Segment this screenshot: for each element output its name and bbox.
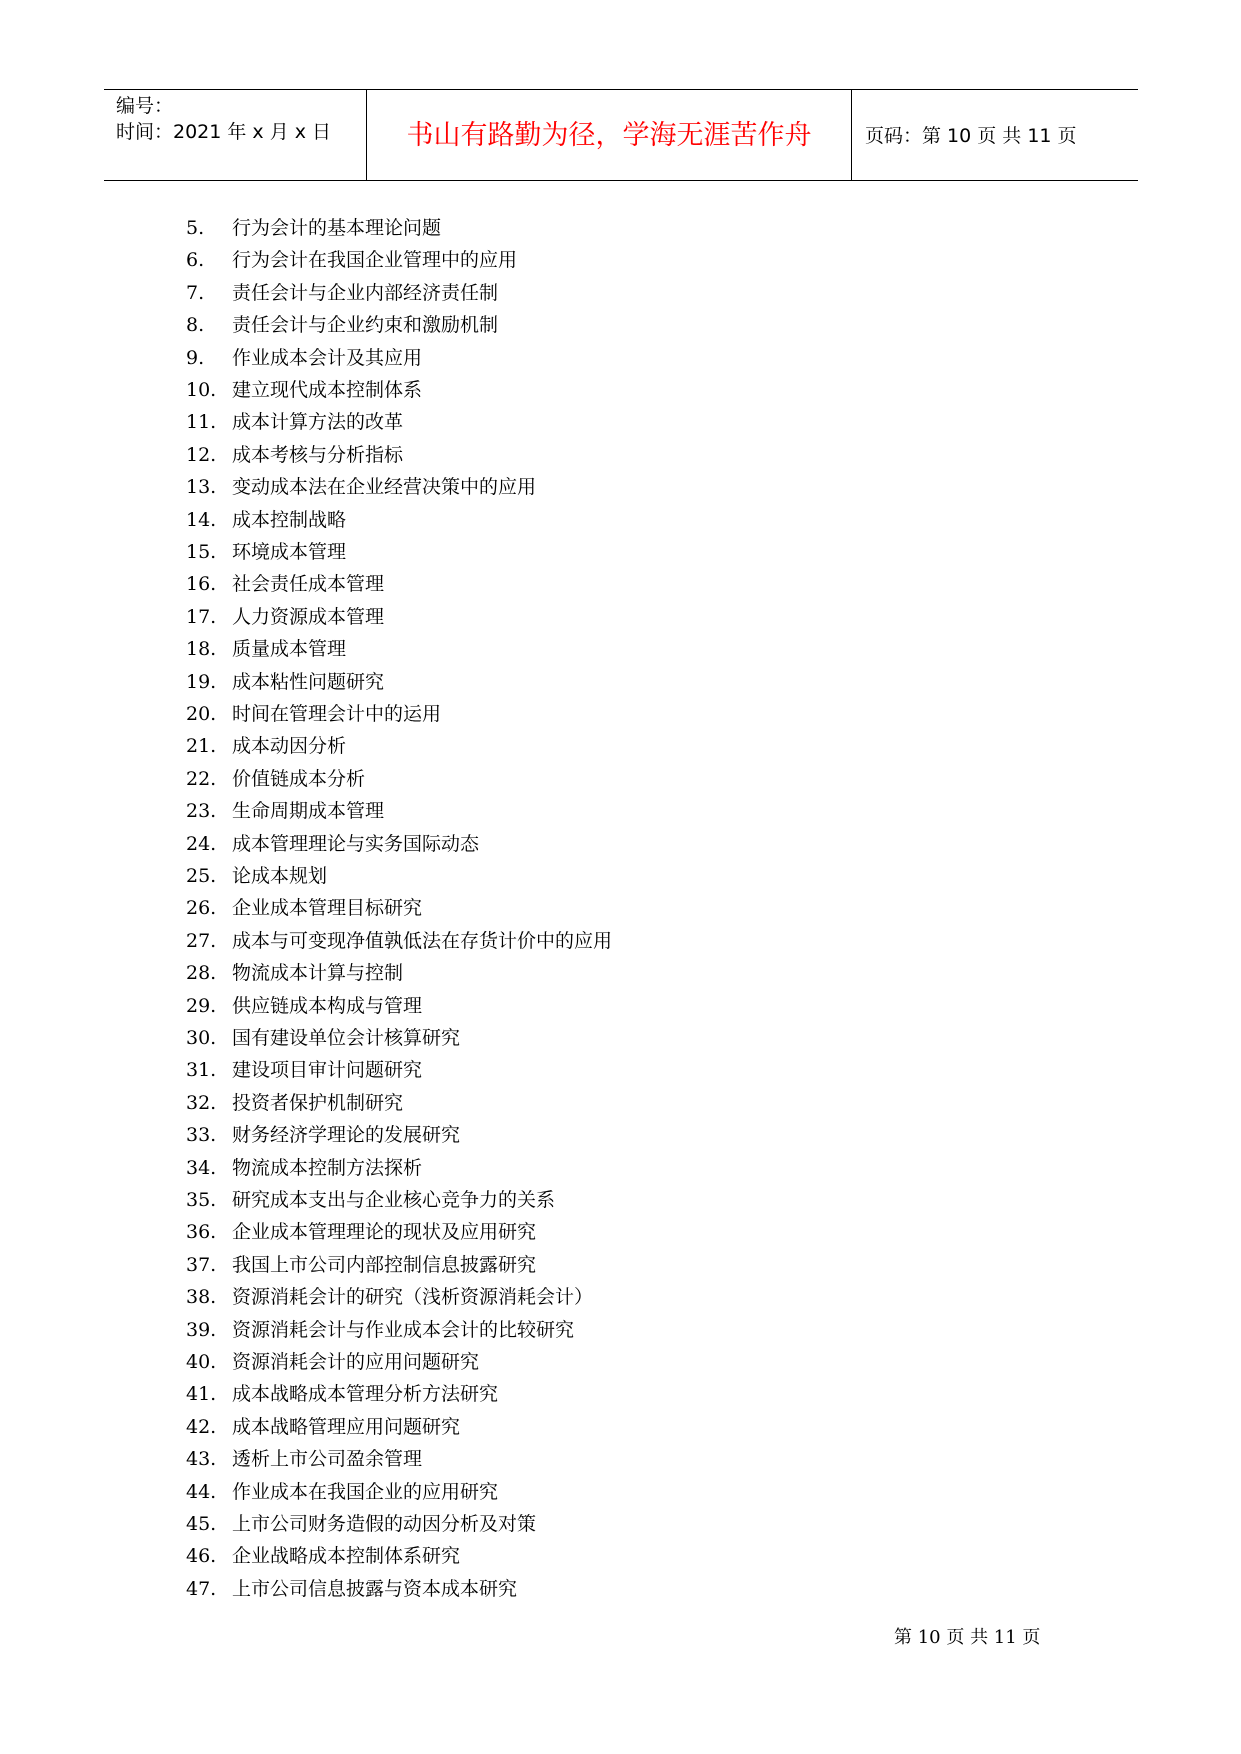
list-item-number: 8. [186,314,205,337]
list-item-text: 成本管理理论与实务国际动态 [232,832,480,855]
list-item-text: 国有建设单位会计核算研究 [232,1027,461,1049]
date-label: 时间：2021 年 x 月 x 日 [116,121,332,143]
list-item-text: 价值链成本分析 [232,767,366,790]
list-item-text: 变动成本法在企业经营决策中的应用 [232,476,537,499]
list-item-number: 35. [186,1189,217,1211]
list-item-number: 21. [186,735,217,758]
list-item-number: 44. [186,1480,217,1503]
list-item-number: 12. [186,443,217,466]
list-item-number: 29. [186,994,217,1017]
list-item-text: 物流成本计算与控制 [232,962,404,985]
list-item-number: 11. [186,411,217,434]
list-item-number: 7. [186,281,205,304]
list-item-number: 24. [186,832,217,855]
list-item-number: 18. [186,638,217,661]
list-item-text: 责任会计与企业约束和激励机制 [232,314,499,337]
list-item-number: 45. [186,1513,217,1535]
list-item-number: 42. [186,1415,217,1438]
list-item-text: 质量成本管理 [232,638,347,661]
list-item-text: 物流成本控制方法探析 [232,1156,423,1179]
list-item-text: 成本动因分析 [232,735,347,758]
list-item-number: 6. [186,249,205,272]
list-item-number: 43. [186,1448,217,1471]
list-item-text: 资源消耗会计的研究（浅析资源消耗会计） [232,1286,594,1309]
list-item-number: 47. [186,1577,217,1600]
list-item-text: 行为会计在我国企业管理中的应用 [232,249,518,272]
list-item-text: 透析上市公司盈余管理 [232,1448,423,1471]
list-item-text: 企业成本管理理论的现状及应用研究 [232,1221,537,1244]
list-item-text: 成本战略管理应用问题研究 [232,1415,461,1438]
list-item-text: 作业成本在我国企业的应用研究 [232,1480,499,1503]
list-item-number: 32. [186,1091,217,1114]
list-item-number: 27. [186,929,217,952]
footer-page-number: 第 10 页 共 11 页 [894,1627,1041,1648]
list-item-number: 9. [186,346,205,369]
list-item-text: 成本控制战略 [232,508,347,531]
header-left-cell [104,90,367,180]
list-item-number: 5. [186,217,205,239]
list-item-text: 投资者保护机制研究 [232,1091,404,1114]
serial-number-label: 编号： [116,95,174,117]
list-item-text: 资源消耗会计的应用问题研究 [232,1351,480,1373]
list-item-number: 31. [186,1059,217,1082]
list-item-number: 41. [186,1383,217,1406]
list-item-number: 46. [186,1545,217,1568]
list-item-text: 上市公司财务造假的动因分析及对策 [232,1513,537,1535]
list-item-number: 20. [186,703,217,725]
list-item-text: 环境成本管理 [232,541,347,563]
header-right-cell [852,90,1138,180]
header-page-number: 页码：第 10 页 共 11 页 [865,125,1077,147]
list-item-text: 人力资源成本管理 [232,605,385,628]
list-item-number: 17. [186,605,217,628]
list-item-text: 我国上市公司内部控制信息披露研究 [232,1253,537,1276]
list-item-text: 生命周期成本管理 [232,800,385,823]
list-item-number: 16. [186,573,217,596]
list-item-number: 30. [186,1027,217,1049]
list-item-number: 22. [186,767,217,790]
header-motto: 书山有路勤为径，学海无涯苦作舟 [406,120,812,151]
list-item-number: 14. [186,508,217,531]
list-item-number: 40. [186,1351,217,1373]
list-item-number: 38. [186,1286,217,1309]
list-item-number: 34. [186,1156,217,1179]
list-item-number: 37. [186,1253,217,1276]
list-item-text: 上市公司信息披露与资本成本研究 [232,1577,518,1600]
list-item-number: 23. [186,800,217,823]
list-item-text: 供应链成本构成与管理 [232,994,423,1017]
list-item-number: 28. [186,962,217,985]
list-item-text: 企业战略成本控制体系研究 [232,1545,461,1568]
list-item-text: 建立现代成本控制体系 [232,379,423,401]
list-item-number: 33. [186,1124,217,1147]
list-item-text: 论成本规划 [232,865,328,887]
list-item-text: 成本与可变现净值孰低法在存货计价中的应用 [232,929,613,952]
list-item-text: 成本考核与分析指标 [232,443,404,466]
list-item-number: 15. [186,541,217,563]
list-item-text: 建设项目审计问题研究 [232,1059,423,1082]
list-item-text: 作业成本会计及其应用 [232,346,423,369]
list-item-number: 39. [186,1318,217,1341]
list-item-text: 成本粘性问题研究 [232,670,385,693]
list-item-text: 成本战略成本管理分析方法研究 [232,1383,499,1406]
list-item-number: 13. [186,476,217,499]
list-item-text: 资源消耗会计与作业成本会计的比较研究 [232,1318,575,1341]
list-item-text: 行为会计的基本理论问题 [232,217,442,239]
list-item-text: 财务经济学理论的发展研究 [232,1124,461,1147]
list-item-text: 企业成本管理目标研究 [232,897,423,920]
header-middle-cell [367,90,852,180]
list-item-text: 成本计算方法的改革 [232,411,404,434]
list-item-number: 19. [186,670,217,693]
list-item-text: 研究成本支出与企业核心竞争力的关系 [232,1189,556,1211]
list-item-number: 10. [186,379,217,401]
list-item-text: 责任会计与企业内部经济责任制 [232,281,499,304]
list-item-text: 时间在管理会计中的运用 [232,703,442,725]
list-item-number: 25. [186,865,217,887]
list-item-number: 36. [186,1221,217,1244]
list-item-number: 26. [186,897,217,920]
list-item-text: 社会责任成本管理 [232,573,385,596]
page-header [104,89,1138,181]
